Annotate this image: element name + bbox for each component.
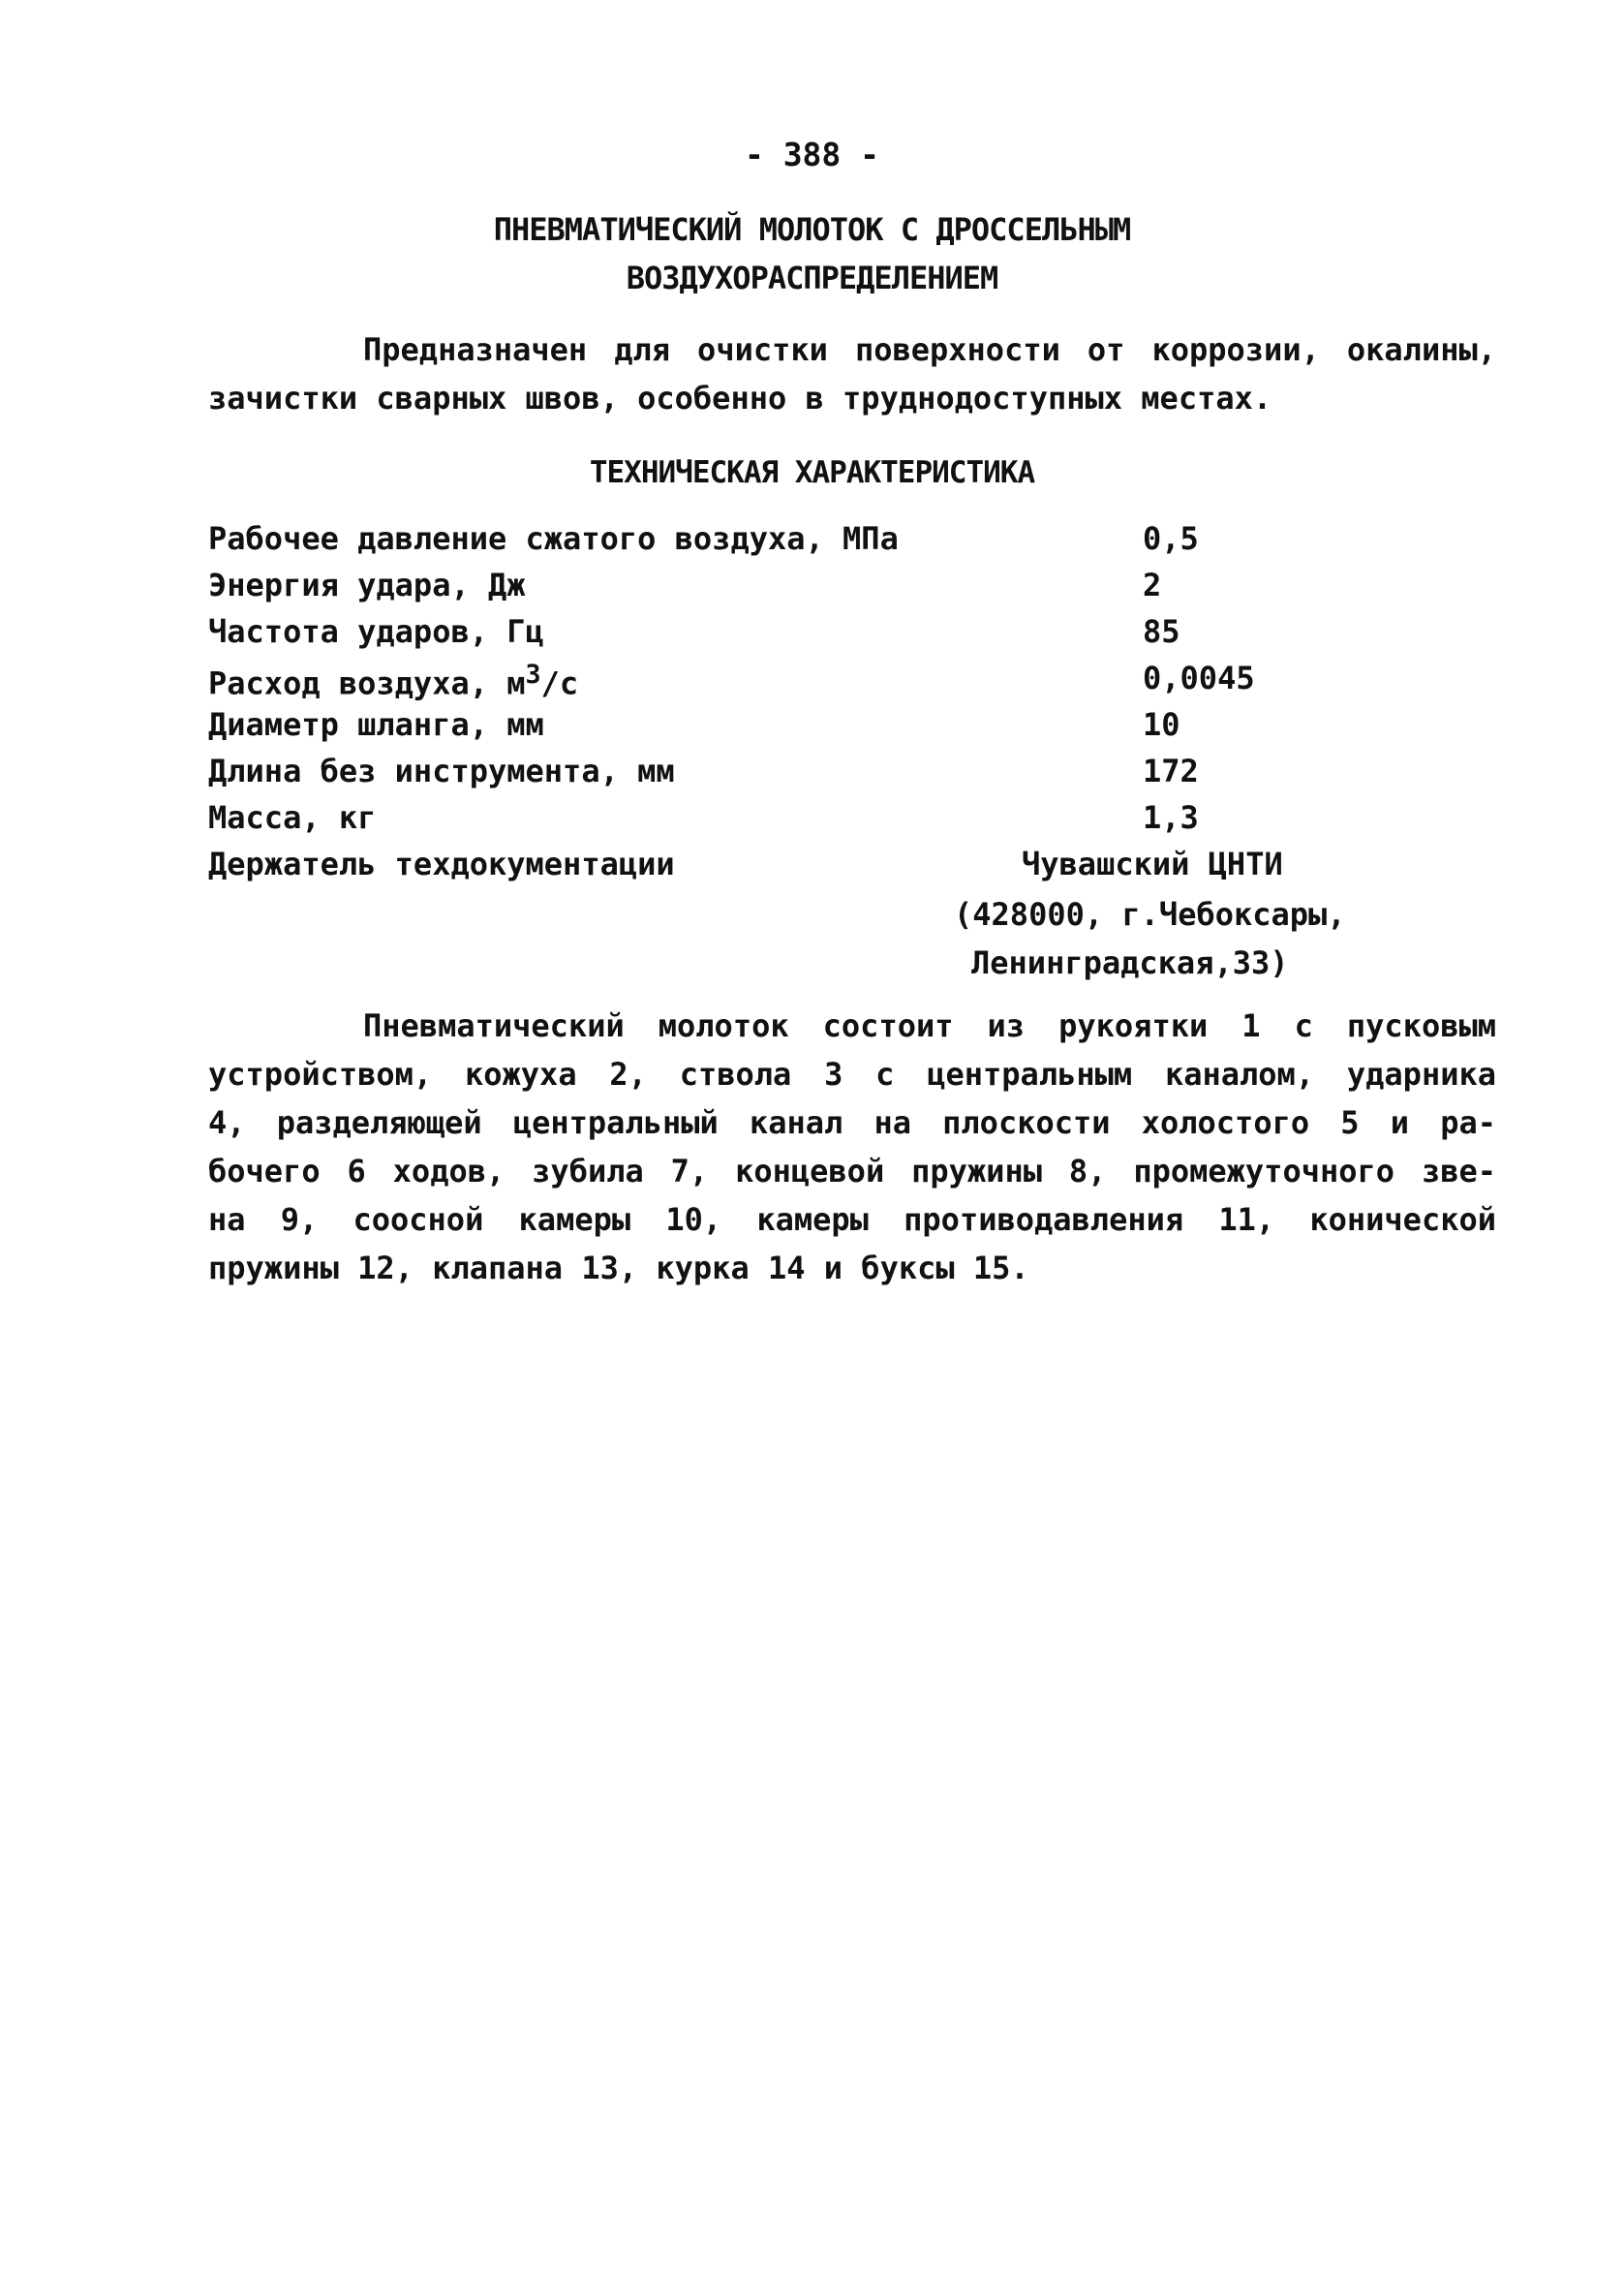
spec-value: 0,5: [1143, 520, 1199, 557]
spec-value: 85: [1143, 613, 1180, 650]
spec-row-impact-frequency: [208, 613, 1467, 660]
spec-row-impact-energy: [208, 567, 1467, 613]
spec-label: Рабочее давление сжатого воздуха, МПа: [208, 520, 899, 557]
spec-row-mass: [208, 799, 1467, 846]
spec-label: Масса, кг: [208, 799, 377, 836]
spec-row-hose-diameter: [208, 706, 1467, 753]
page-title-line-1: ПНЕВМАТИЧЕСКИЙ МОЛОТОК С ДРОССЕЛЬНЫМ: [493, 211, 1131, 248]
spec-label: Держатель техдокументации: [208, 846, 675, 882]
description-line-5: на 9, соосной камеры 10, камеры противодавления 11, конической: [208, 1201, 1496, 1238]
page-title-line-2: ВОЗДУХОРАСПРЕДЕЛЕНИЕМ: [626, 260, 998, 296]
spec-row-pressure: [208, 520, 1467, 567]
description-line-4: бочего 6 ходов, зубила 7, концевой пружины 8, промежуточного зве-: [208, 1153, 1496, 1190]
description-line-1: Пневматический молоток состоит из рукоятки 1 с пусковым: [363, 1007, 1496, 1044]
spec-row-air-consumption: [208, 660, 1467, 706]
spec-value: 0,0045: [1143, 660, 1255, 696]
specs-heading: ТЕХНИЧЕСКАЯ ХАРАКТЕРИСТИКА: [589, 455, 1035, 490]
spec-label: Частота ударов, Гц: [208, 613, 544, 650]
spec-value: 2: [1143, 567, 1162, 603]
spec-label-suffix: /с: [540, 664, 579, 702]
page-number: - 388 -: [744, 136, 880, 173]
spec-row-length: [208, 753, 1467, 799]
spec-label-prefix: Расход воздуха, м: [208, 664, 526, 702]
spec-value: 172: [1143, 753, 1199, 789]
spec-label-superscript: 3: [525, 660, 541, 690]
spec-label: Длина без инструмента, мм: [208, 753, 675, 789]
spec-label: Диаметр шланга, мм: [208, 706, 544, 743]
doc-holder-address-line-1: (428000, г.Чебоксары,: [954, 896, 1346, 933]
spec-value: 1,3: [1143, 799, 1199, 836]
spec-value: 10: [1143, 706, 1180, 743]
spec-row-doc-holder: [208, 846, 1467, 892]
description-line-2: устройством, кожуха 2, ствола 3 с центральным каналом, ударника: [208, 1056, 1496, 1093]
description-line-3: 4, разделяющей центральный канал на плоскости холостого 5 и ра-: [208, 1104, 1496, 1141]
spec-value: Чувашский ЦНТИ: [1022, 846, 1283, 882]
doc-holder-address-line-2: Ленинградская,33): [971, 944, 1289, 981]
spec-label: Энергия удара, Дж: [208, 567, 526, 603]
spec-label: [208, 660, 578, 702]
purpose-line-2: зачистки сварных швов, особенно в труднодоступных местах.: [208, 380, 1272, 417]
purpose-line-1: Предназначен для очистки поверхности от коррозии, окалины,: [363, 331, 1496, 368]
description-line-6: пружины 12, клапана 13, курка 14 и буксы 15.: [208, 1250, 1029, 1286]
